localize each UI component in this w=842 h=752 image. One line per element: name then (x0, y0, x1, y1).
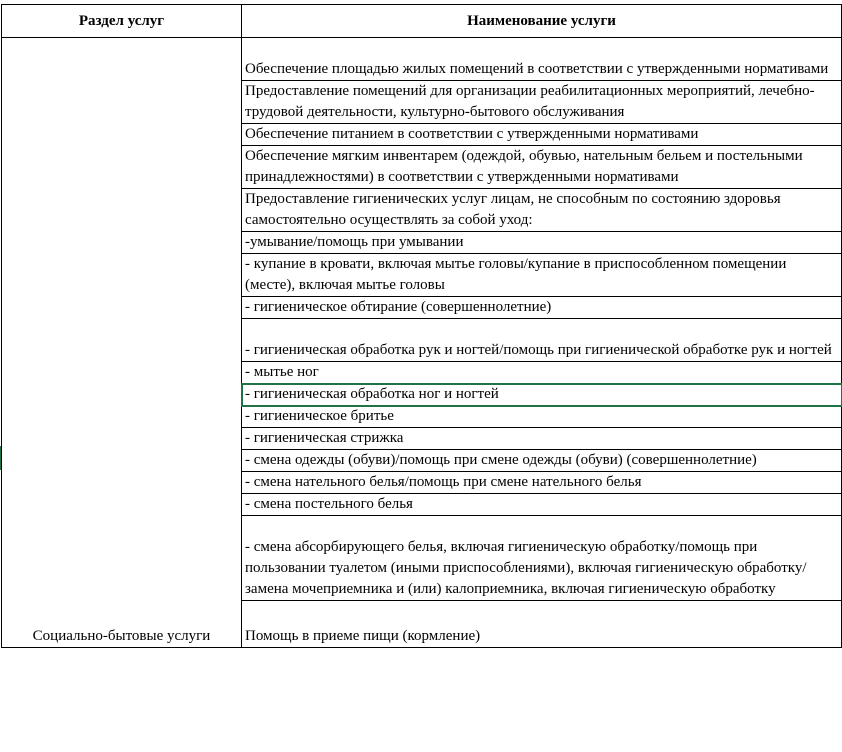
service-cell[interactable]: - мытье ног (242, 362, 842, 384)
service-cell[interactable]: Обеспечение мягким инвентарем (одеждой, обувью, нательным бельем и постельными принадлежностями) в соответствии с утвержденными нормативами (242, 146, 842, 189)
service-cell[interactable]: - гигиеническая обработка рук и ногтей/помощь при гигиенической обработке рук и ногтей (242, 319, 842, 362)
service-cell[interactable]: - смена постельного белья (242, 494, 842, 516)
header-section[interactable]: Раздел услуг (2, 5, 242, 38)
section-cell[interactable]: Социально-бытовые услуги (2, 38, 242, 648)
service-cell[interactable]: -умывание/помощь при умывании (242, 232, 842, 254)
service-cell[interactable]: - гигиеническое обтирание (совершеннолетние) (242, 297, 842, 319)
service-cell[interactable]: Обеспечение площадью жилых помещений в соответствии с утвержденными нормативами (242, 38, 842, 81)
service-cell[interactable]: Предоставление помещений для организации реабилитационных мероприятий, лечебно-трудовой деятельности, культурно-бытового обслуживания (242, 81, 842, 124)
service-cell[interactable]: - купание в кровати, включая мытье головы/купание в приспособленном помещении (месте), включая мытье головы (242, 254, 842, 297)
service-cell[interactable]: - смена нательного белья/помощь при смене нательного белья (242, 472, 842, 494)
service-cell[interactable]: - смена одежды (обуви)/помощь при смене одежды (обуви) (совершеннолетние) (242, 450, 842, 472)
service-cell[interactable]: - гигиеническая стрижка (242, 428, 842, 450)
service-cell-selected[interactable]: - гигиеническая обработка ног и ногтей (242, 384, 842, 406)
service-cell[interactable]: - смена абсорбирующего белья, включая гигиеническую обработку/помощь при пользовании туалетом (иными приспособлениями), включая гигиеническую обработку/замена мочеприемника и (или) калоприемника, включая гигиеническую обработку (242, 516, 842, 601)
services-table (1, 4, 842, 648)
service-cell[interactable]: Обеспечение питанием в соответствии с утвержденными нормативами (242, 124, 842, 146)
header-service[interactable]: Наименование услуги (242, 5, 842, 38)
table-row (2, 38, 842, 81)
service-cell[interactable]: Помощь в приеме пищи (кормление) (242, 601, 842, 648)
header-row (2, 5, 842, 38)
service-cell[interactable]: - гигиеническое бритье (242, 406, 842, 428)
service-cell[interactable]: Предоставление гигиенических услуг лицам, не способным по состоянию здоровья самостоятельно осуществлять за собой уход: (242, 189, 842, 232)
